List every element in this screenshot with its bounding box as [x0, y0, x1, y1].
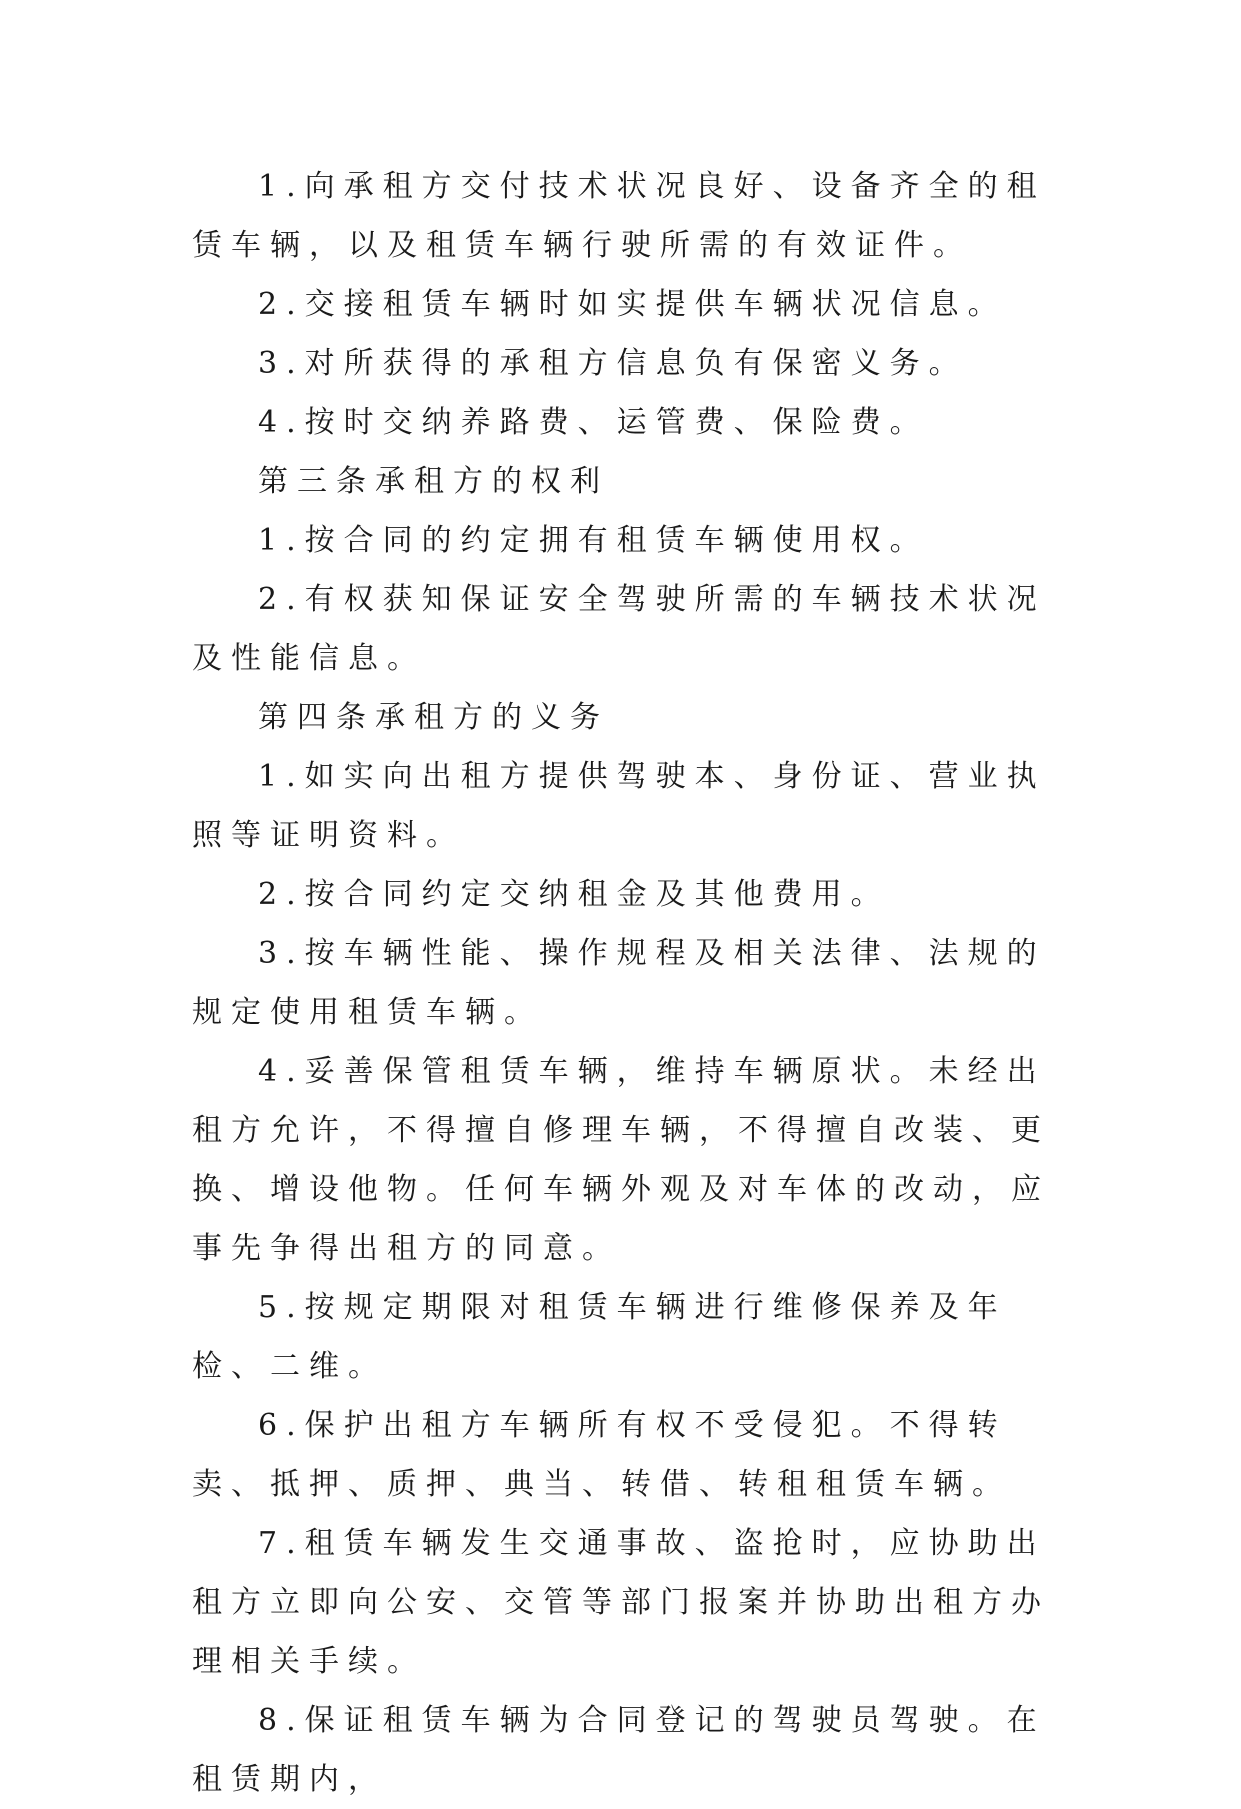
paragraph: 6.保护出租方车辆所有权不受侵犯。不得转卖、抵押、质押、典当、转借、转租租赁车辆。	[192, 1408, 1011, 1502]
paragraph: 1.如实向出租方提供驾驶本、身份证、营业执照等证明资料。	[192, 759, 1046, 853]
paragraph: 3.按车辆性能、操作规程及相关法律、法规的规定使用租赁车辆。	[192, 936, 1046, 1030]
paragraph: 8.保证租赁车辆为合同登记的驾驶员驾驶。在租赁期内，	[192, 1703, 1046, 1797]
paragraph: 1.按合同的约定拥有租赁车辆使用权。	[258, 523, 929, 558]
paragraph: 5.按规定期限对租赁车辆进行维修保养及年检、二维。	[192, 1290, 1007, 1384]
paragraph: 7.租赁车辆发生交通事故、盗抢时，应协助出租方立即向公安、交管等部门报案并协助出租方办理相关手续。	[192, 1526, 1050, 1679]
paragraph: 2.有权获知保证安全驾驶所需的车辆技术状况及性能信息。	[192, 582, 1046, 676]
paragraph: 2.按合同约定交纳租金及其他费用。	[258, 877, 890, 912]
section-heading: 第四条承租方的义务	[258, 700, 609, 735]
section-heading: 第三条承租方的权利	[258, 464, 609, 499]
paragraph: 1.向承租方交付技术状况良好、设备齐全的租赁车辆，以及租赁车辆行驶所需的有效证件。	[192, 169, 1046, 263]
paragraph: 2.交接租赁车辆时如实提供车辆状况信息。	[258, 287, 1007, 322]
document-body	[192, 157, 1054, 1809]
paragraph: 4.妥善保管租赁车辆，维持车辆原状。未经出租方允许，不得擅自修理车辆，不得擅自改装、更换、增设他物。任何车辆外观及对车体的改动，应事先争得出租方的同意。	[192, 1054, 1050, 1266]
paragraph: 3.对所获得的承租方信息负有保密义务。	[258, 346, 968, 381]
paragraph: 4.按时交纳养路费、运管费、保险费。	[258, 405, 929, 440]
